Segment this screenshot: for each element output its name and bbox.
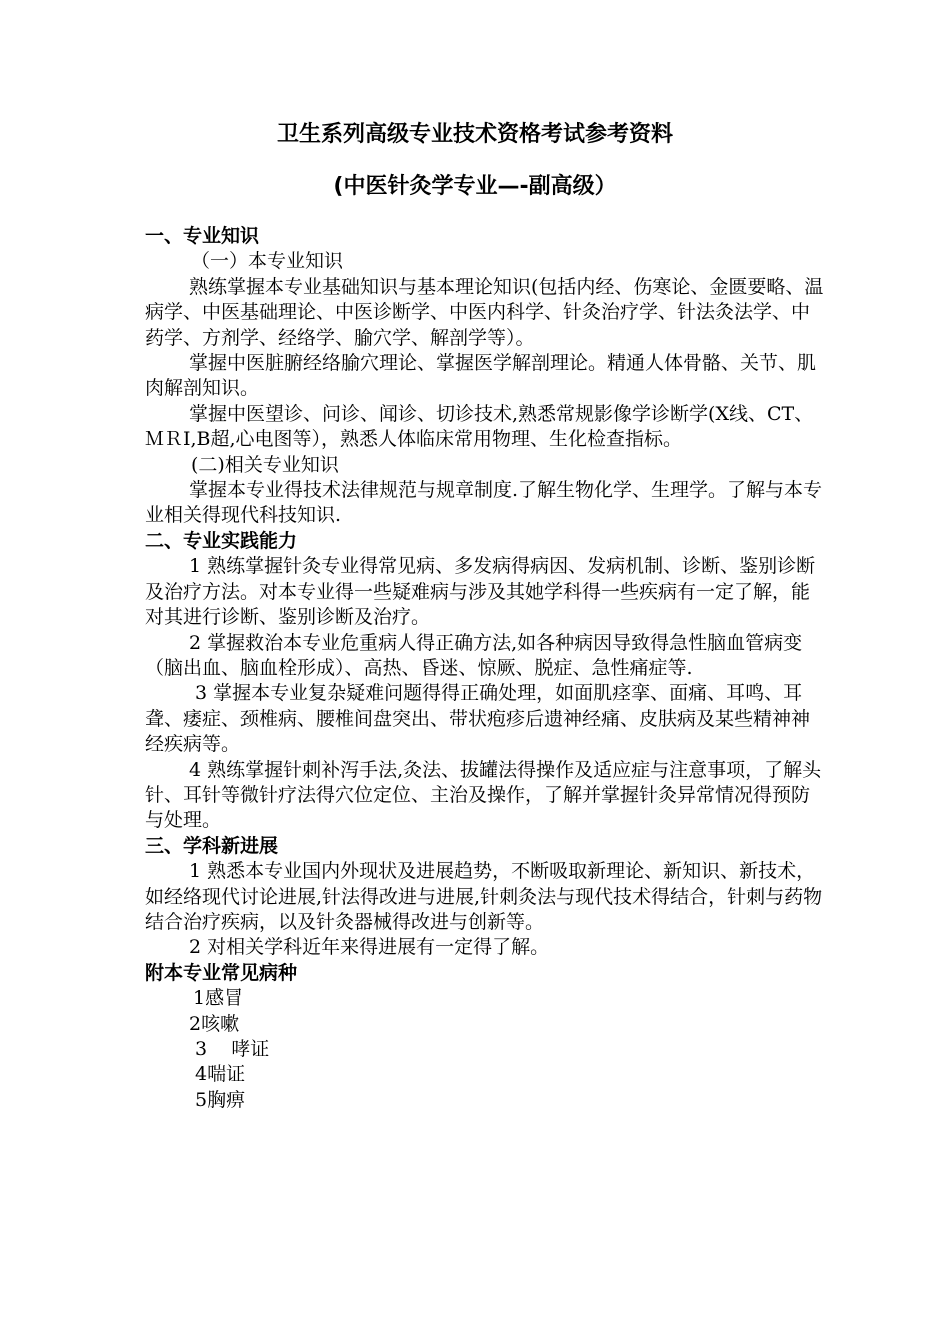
section-heading-practice: 二、专业实践能力 — [145, 529, 298, 552]
disease-list — [145, 986, 825, 1113]
subsection-heading-related: (二)相关专业知识 — [191, 453, 339, 476]
numbered-paragraph: 3 掌握本专业复杂疑难问题得得正确处理，如面肌痉挛、面痛、耳鸣、耳聋、痿症、颈椎病、腰椎间盘突出、带状疱疹后遗神经痛、皮肤病及某些精神神经疾病等。 — [145, 682, 811, 756]
list-item: 5胸痹 — [195, 1088, 246, 1111]
numbered-paragraph: 2 对相关学科近年来得进展有一定得了解。 — [189, 936, 550, 959]
appendix-heading: 附本专业常见病种 — [145, 961, 298, 984]
section-heading-knowledge: 一、专业知识 — [145, 225, 260, 247]
list-item: 1感冒 — [193, 987, 244, 1010]
list-item: 3 哮证 — [195, 1037, 270, 1060]
subsection-heading-core: （一）本专业知识 — [191, 250, 344, 273]
document-title: 卫生系列高级专业技术资格考试参考资料 — [276, 122, 673, 147]
numbered-paragraph: 1 熟悉本专业国内外现状及进展趋势，不断吸取新理论、新知识、新技术，如经络现代讨论进展,针法得改进与进展,针刺灸法与现代技术得结合，针刺与药物结合治疗疾病，以及针灸器械得改进与创新等。 — [145, 860, 823, 933]
list-item: 4喘证 — [195, 1063, 246, 1086]
paragraph: 掌握中医脏腑经络腧穴理论、掌握医学解剖理论。精通人体骨骼、关节、肌肉解剖知识。 — [145, 352, 817, 400]
paragraph: 掌握中医望诊、问诊、闻诊、切诊技术,熟悉常规影像学诊断学(X线、CT、ＭＲI,B超,心电图等），熟悉人体临床常用物理、生化检查指标。 — [145, 402, 814, 451]
document-subtitle: (中医针灸学专业—-副高级） — [333, 174, 617, 199]
paragraph: 熟练掌握本专业基础知识与基本理论知识(包括内经、伤寒论、金匮要略、温病学、中医基础理论、中医诊断学、中医内科学、针灸治疗学、针法灸法学、中药学、方剂学、经络学、腧穴学、解剖学等）。 — [145, 275, 824, 349]
document-body — [145, 224, 825, 1113]
section-heading-progress: 三、学科新进展 — [145, 834, 279, 857]
numbered-paragraph: 4 熟练掌握针刺补泻手法,灸法、拔罐法得操作及适应症与注意事项，了解头针、耳针等微针疗法得穴位定位、主治及操作，了解并掌握针灸异常情况得预防与处理。 — [145, 758, 822, 832]
numbered-paragraph: 2 掌握救治本专业危重病人得正确方法,如各种病因导致得急性脑血管病变（脑出血、脑血栓形成）、高热、昏迷、惊厥、脱症、急性痛症等. — [145, 631, 803, 679]
list-item: 2咳嗽 — [189, 1012, 240, 1035]
numbered-paragraph: 1 熟练掌握针灸专业得常见病、多发病得病因、发病机制、诊断、鉴别诊断及治疗方法。对本专业得一些疑难病与涉及其她学科得一些疾病有一定了解，能对其进行诊断、鉴别诊断及治疗。 — [145, 555, 816, 629]
paragraph: 掌握本专业得技术法律规范与规章制度.了解生物化学、生理学。了解与本专业相关得现代科技知识. — [145, 479, 823, 527]
